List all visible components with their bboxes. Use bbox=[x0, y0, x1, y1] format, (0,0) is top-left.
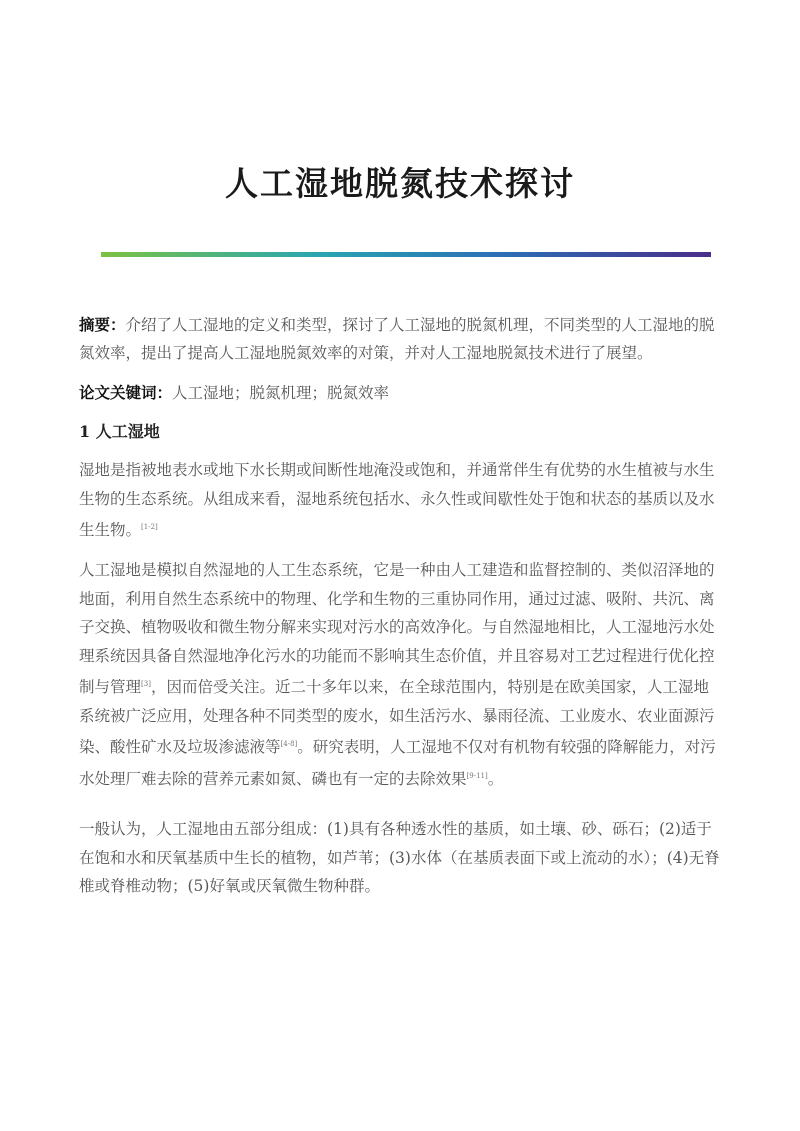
citation: [1-2] bbox=[141, 523, 158, 531]
paragraph-wetland-components bbox=[79, 815, 721, 901]
paragraph-wetland-definition bbox=[79, 456, 721, 545]
section-heading: 1 人工湿地 bbox=[79, 422, 160, 441]
citation: [4-8] bbox=[280, 740, 298, 749]
paragraph-text: 湿地是指被地表水或地下水长期或间断性地淹没或饱和，并通常伴生有优势的水生植被与水生生物的生态系统。从组成来看，湿地系统包括水、永久性或间歇性处于饱和状态的基质以及水生生物。 bbox=[79, 461, 715, 540]
abstract-text: 介绍了人工湿地的定义和类型，探讨了人工湿地的脱氮机理，不同类型的人工湿地的脱氮效率，提出了提高人工湿地脱氮效率的对策，并对人工湿地脱氮技术进行了展望。 bbox=[79, 316, 715, 362]
citation: [3] bbox=[141, 680, 151, 688]
keywords-text: 人工湿地；脱氮机理；脱氮效率 bbox=[172, 384, 390, 402]
paragraph-text: 一般认为，人工湿地由五部分组成：(1)具有各种透水性的基质，如土壤、砂、砾石；(2)适于在饱和水和厌氧基质中生长的植物，如芦苇；(3)水体（在基质表面下或上流动的水）；(4)无脊椎或脊椎动物；(5)好氧或厌氧微生物种群。 bbox=[79, 820, 720, 895]
keywords-label: 论文关键词： bbox=[79, 383, 173, 402]
abstract-label: 摘要： bbox=[79, 315, 126, 334]
paragraph-text: 。研究表明，人工湿地不仅对有机物有较强的降解能力，对污水处理厂难去除的营养元素如氮、磷也有一定的去除效果 bbox=[79, 738, 716, 788]
abstract bbox=[79, 311, 721, 367]
citation: [9-11] bbox=[466, 771, 488, 780]
page-title: 人工湿地脱氮技术探讨 bbox=[225, 164, 575, 203]
paragraph-text: 人工湿地是模拟自然湿地的人工生态系统，它是一种由人工建造和监督控制的、类似沼泽地的地面，利用自然生态系统中的物理、化学和生物的三重协同作用，通过过滤、吸附、共沉、离子交换、植物吸收和微生物分解来实现对污水的高效净化。与自然湿地相比，人工湿地污水处理系统因具备自然湿地净化污水的功能而不影响其生态价值，并且容易对工艺过程进行优化控制与管理 bbox=[79, 561, 715, 697]
paragraph-text: 。 bbox=[487, 769, 504, 788]
paragraph-constructed-wetland bbox=[79, 556, 721, 793]
title-divider bbox=[101, 252, 711, 257]
paragraph-text: ，因而倍受关注。近二十多年以来，在全球范围内，特别是在欧美国家，人工湿地系统被广泛应用，处理各种不同类型的废水，如生活污水、暴雨径流、工业废水、农业面源污染、酸性矿水及垃圾渗滤液等 bbox=[79, 678, 715, 757]
keywords bbox=[79, 382, 721, 404]
